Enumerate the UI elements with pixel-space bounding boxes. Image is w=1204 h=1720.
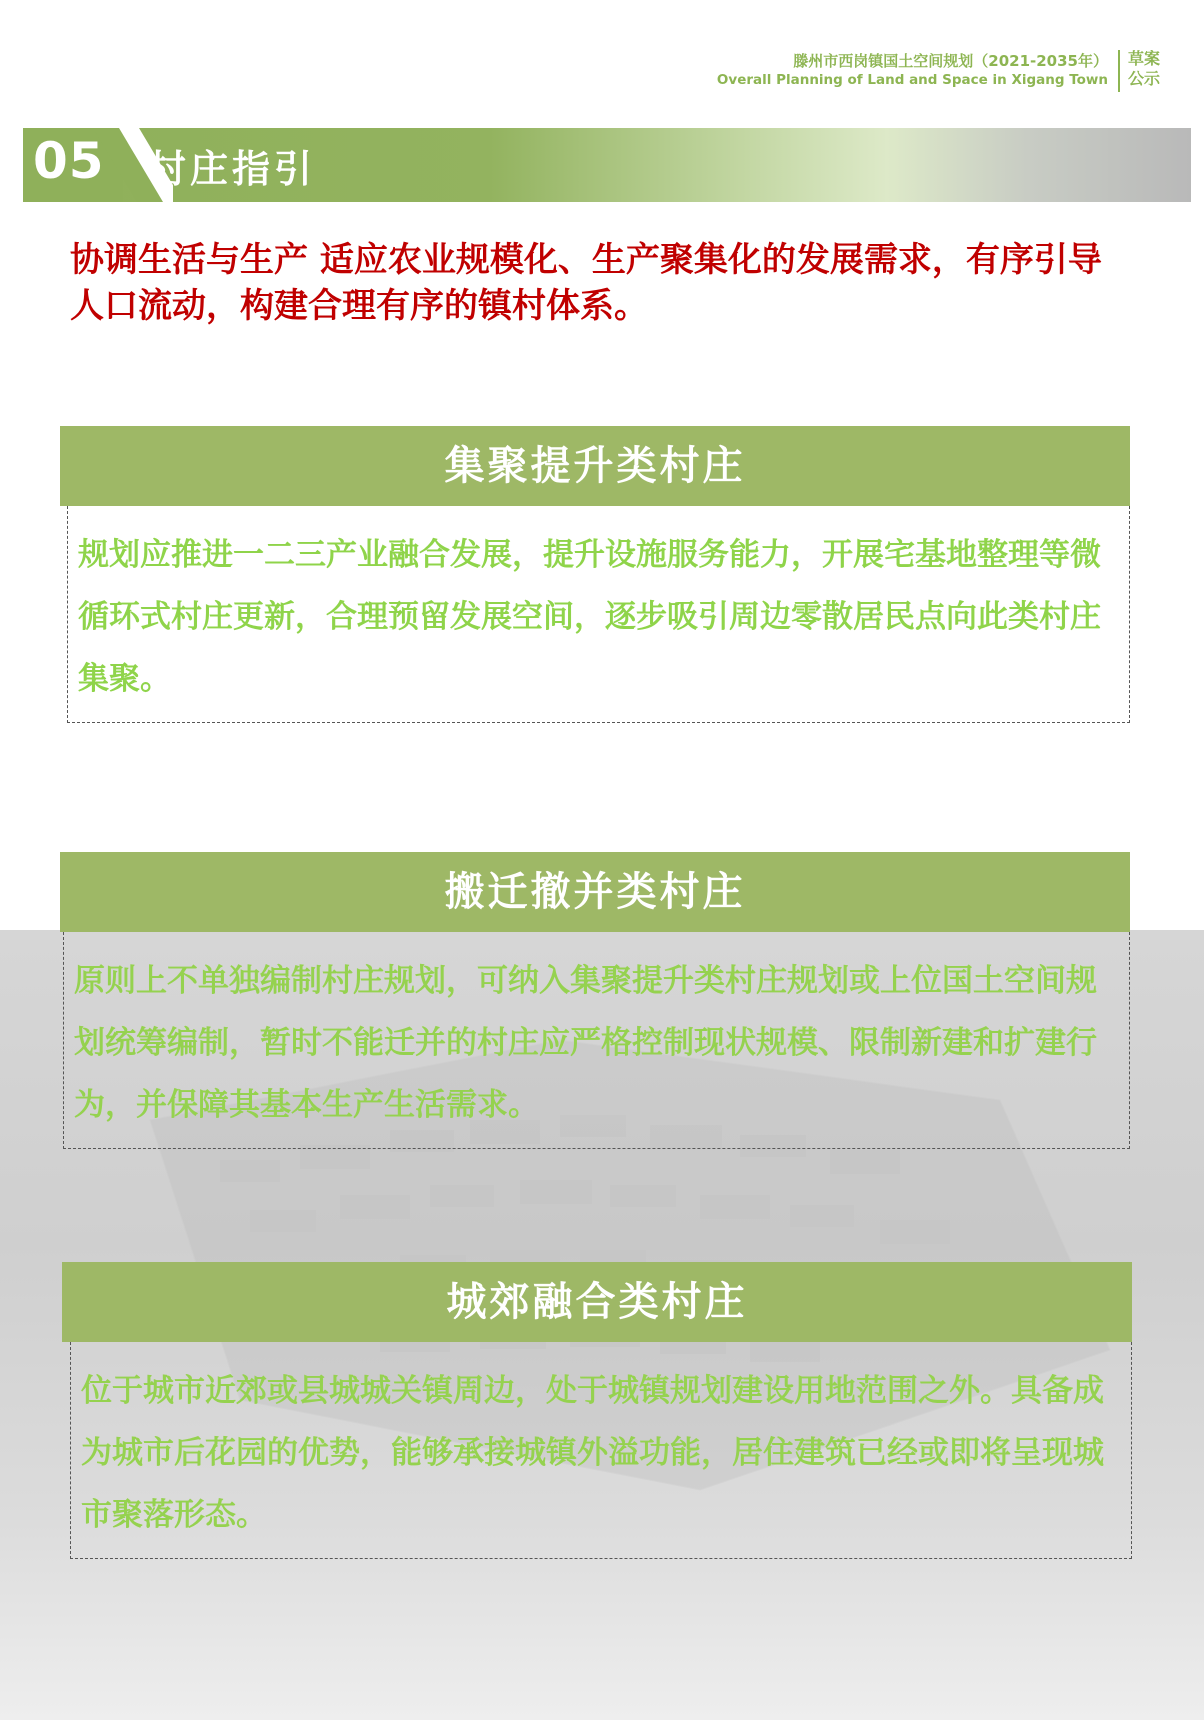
header-title-en: Overall Planning of Land and Space in Xigang Town bbox=[716, 72, 1108, 88]
category-card-suburban-integration bbox=[62, 1262, 1132, 1559]
header-divider bbox=[1118, 50, 1120, 92]
category-description: 位于城市近郊或县城城关镇周边，处于城镇规划建设用地范围之外。具备成为城市后花园的优势，能够承接城镇外溢功能，居住建筑已经或即将呈现城市聚落形态。 bbox=[70, 1342, 1132, 1559]
category-card-cluster-upgrade bbox=[60, 426, 1130, 723]
category-title: 城郊融合类村庄 bbox=[62, 1262, 1132, 1342]
section-number: 05 bbox=[33, 132, 105, 190]
draft-badge bbox=[1128, 49, 1174, 89]
header-title-cn: 滕州市西岗镇国土空间规划（2021-2035年） bbox=[793, 52, 1108, 70]
category-title: 搬迁撤并类村庄 bbox=[60, 852, 1130, 932]
category-card-relocation-merge bbox=[60, 852, 1130, 1149]
draft-badge-line1: 草案 bbox=[1128, 49, 1161, 68]
draft-badge-line2: 公示 bbox=[1128, 69, 1161, 88]
category-description: 原则上不单独编制村庄规划，可纳入集聚提升类村庄规划或上位国土空间规划统筹编制，暂时不能迁并的村庄应严格控制现状规模、限制新建和扩建行为，并保障其基本生产生活需求。 bbox=[63, 932, 1130, 1149]
intro-statement: 协调生活与生产 适应农业规模化、生产聚集化的发展需求，有序引导人口流动，构建合理有序的镇村体系。 bbox=[70, 240, 1102, 326]
document-header bbox=[614, 46, 1174, 96]
section-title: 村庄指引 bbox=[148, 147, 317, 191]
section-banner bbox=[23, 128, 1191, 202]
category-description: 规划应推进一二三产业融合发展，提升设施服务能力，开展宅基地整理等微循环式村庄更新，合理预留发展空间，逐步吸引周边零散居民点向此类村庄集聚。 bbox=[67, 506, 1130, 723]
category-title: 集聚提升类村庄 bbox=[60, 426, 1130, 506]
